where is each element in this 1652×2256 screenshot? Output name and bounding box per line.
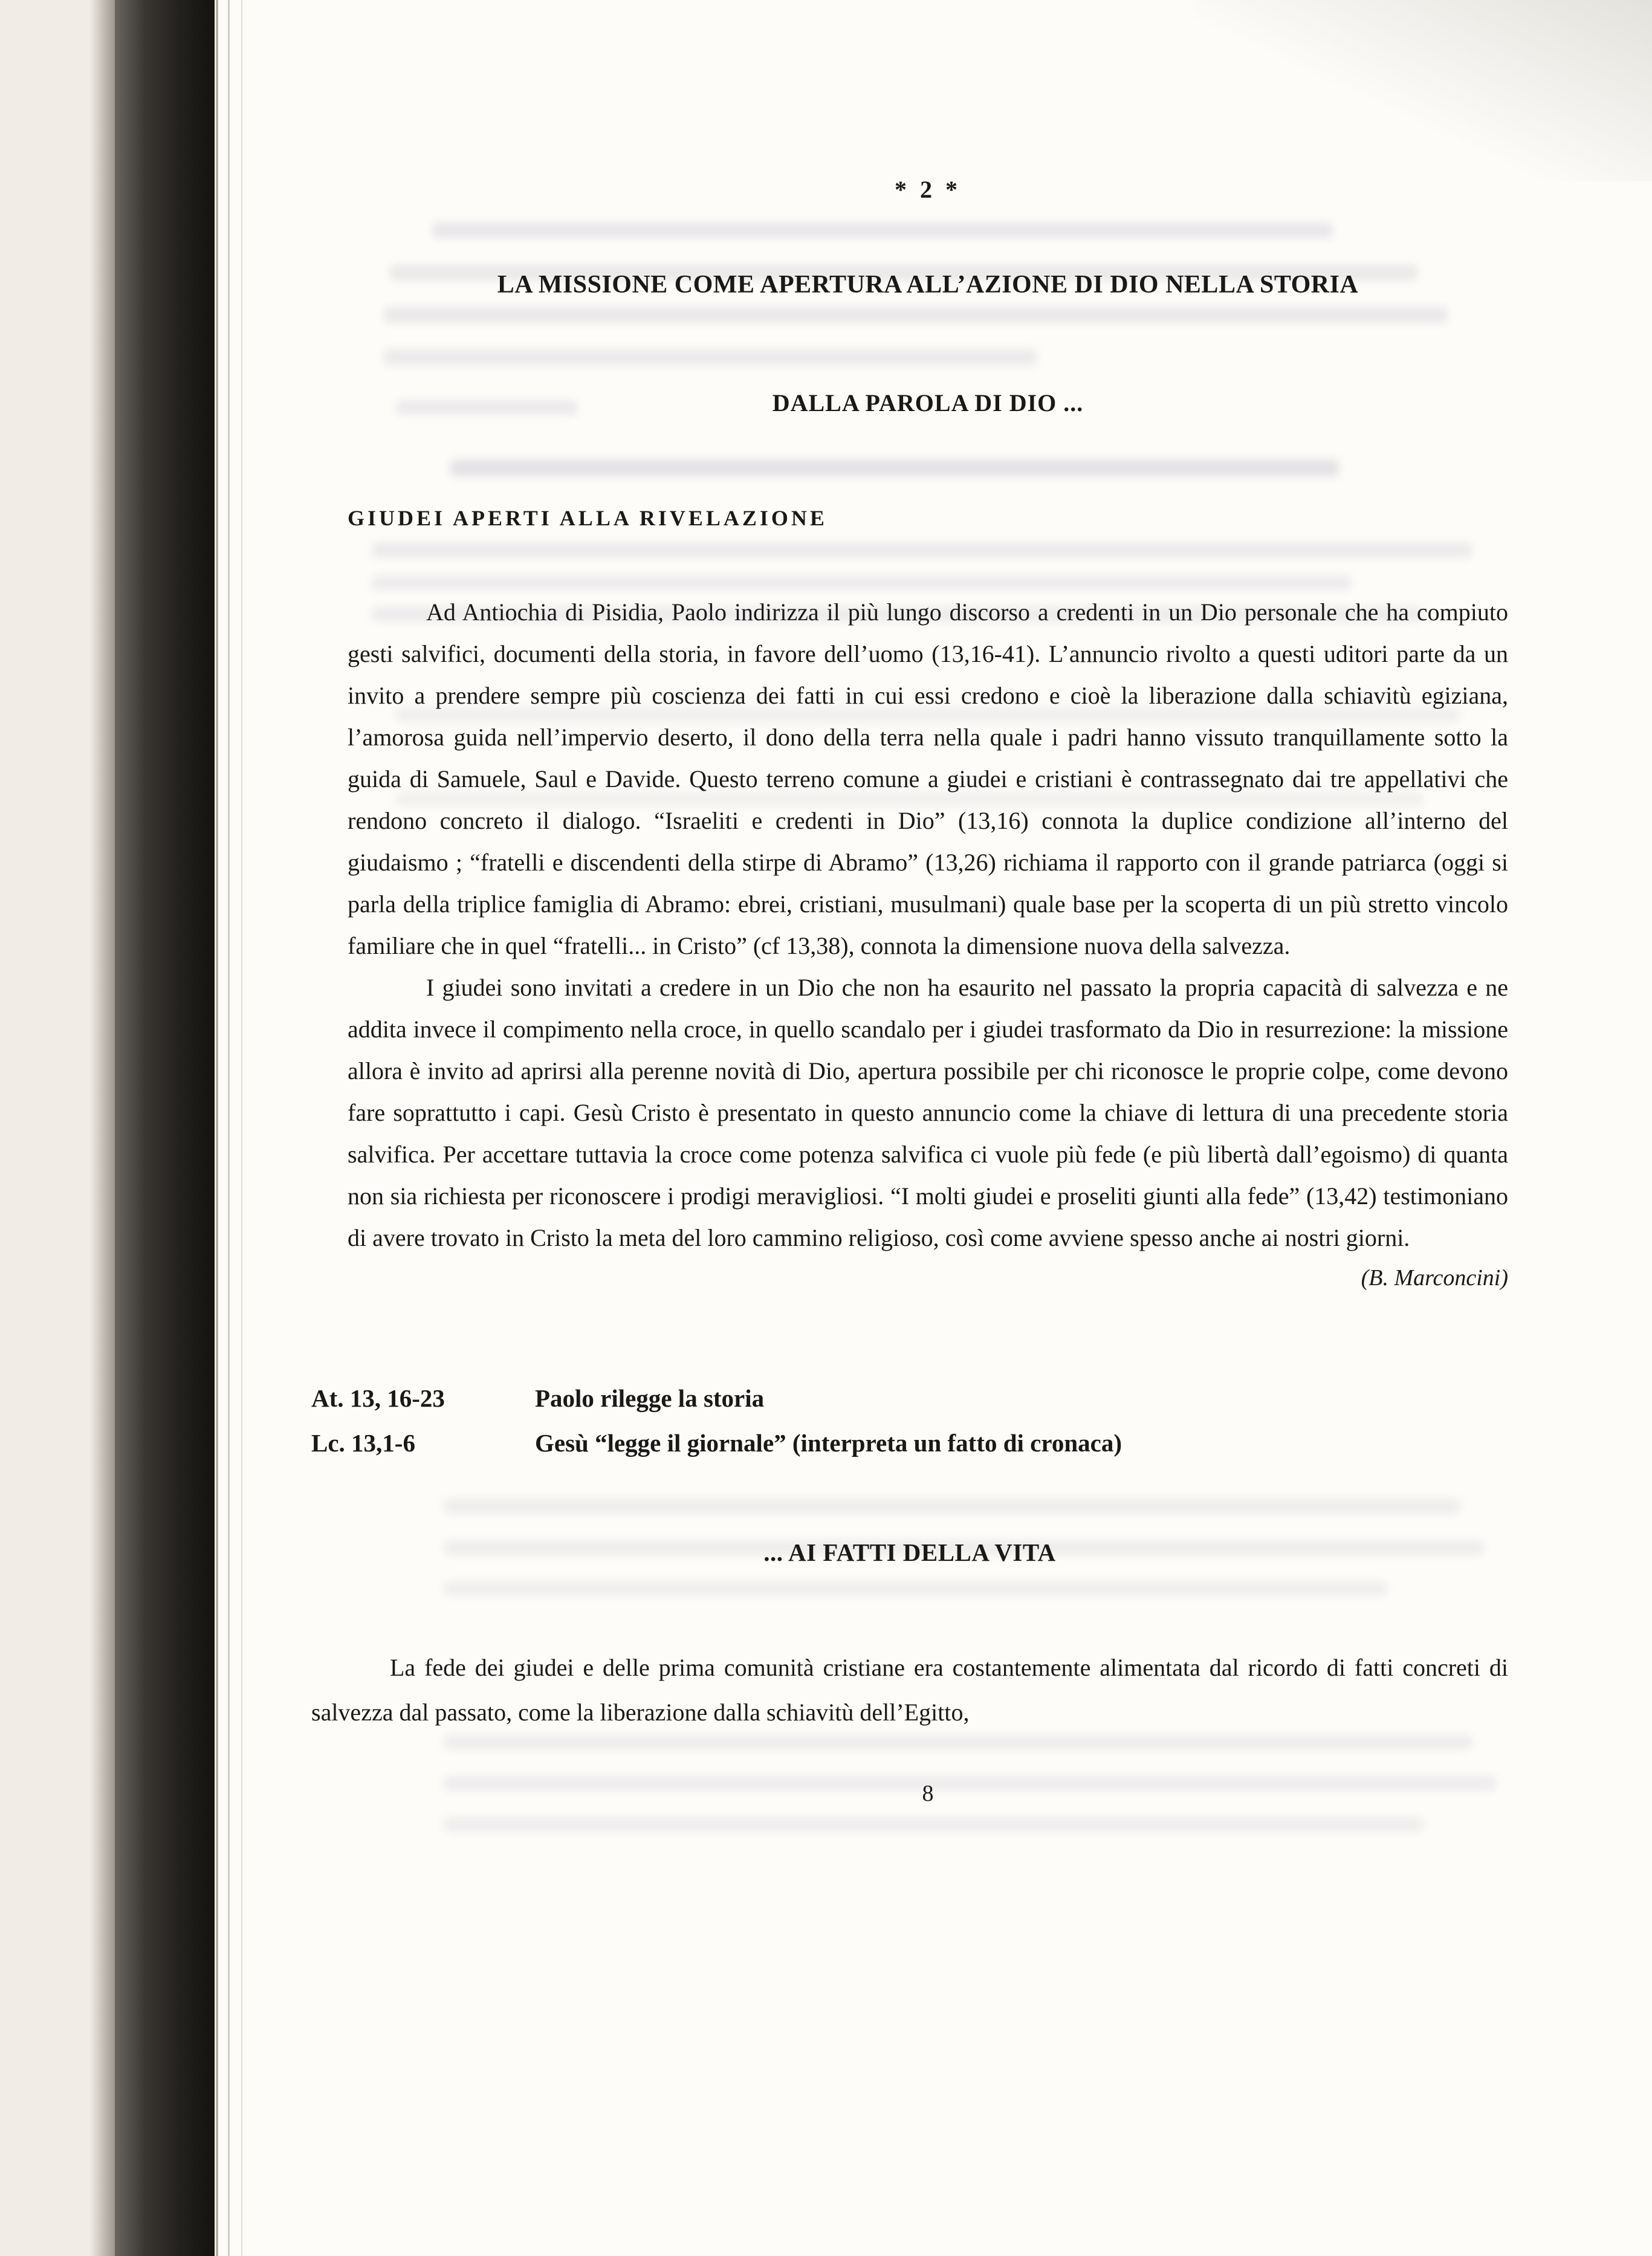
document-content [311,0,1508,1807]
body-paragraph: Ad Antiochia di Pisidia, Paolo indirizza il più lungo discorso a credenti in un Dio personale che ha compiuto gesti salvifici, documenti della storia, in favore dell’uomo (13,16-41). L’annuncio rivolto a questi uditori parte da un invito a prendere sempre più coscienza dei fatti in cui essi credono e cioè la liberazione dalla schiavitù egiziana, l’amorosa guida nell’impervio deserto, il dono della terra nella quale i padri hanno vissuto tranquillamente sotto la guida di Samuele, Saul e Davide. Questo terreno comune a giudei e cristiani è contrassegnato dai tre appellativi che rendono concreto il dialogo. “Israeliti e credenti in Dio” (13,16) connota la duplice condizione all’interno del giudaismo ; “fratelli e discendenti della stirpe di Abramo” (13,26) richiama il rapporto con il grande patriarca (oggi si parla della triplice famiglia di Abramo: ebrei, cristiani, musulmani) quale base per la scoperta di un più stretto vincolo familiare che in quel “fratelli... in Cristo” (cf 13,38), connota la dimensione nuova della salvezza. [348,598,1508,959]
closing-text [311,1645,1508,1735]
subsection-heading-jews-revelation: GIUDEI APERTI ALLA RIVELAZIONE [348,506,828,530]
author-attribution: (B. Marconcini) [1361,1265,1508,1291]
reference-citation: At. 13, 16-23 [311,1384,445,1412]
binding-shadow-band [115,0,215,2256]
scripture-reference-row [311,1421,1508,1465]
reference-description: Paolo rilegge la storia [535,1384,765,1412]
lower-section [311,1376,1508,1735]
document-title: LA MISSIONE COME APERTURA ALL’AZIONE DI DIO NELLA STORIA [497,271,1359,299]
scripture-reference-row [311,1376,1508,1421]
page-edge-line [216,0,218,2256]
closing-paragraph: La fede dei giudei e delle prima comunità cristiane era costantemente alimentata dal ricordo di fatti concreti di salvezza dal passato, come la liberazione dalla schiavitù dell’Egitto, [311,1654,1508,1726]
section-heading-facts-of-life: ... AI FATTI DELLA VITA [763,1538,1056,1566]
binding-shadow-soft [89,0,115,2256]
scripture-references [311,1376,1508,1465]
reference-description: Gesù “legge il giornale” (interpreta un fatto di cronaca) [535,1429,1122,1457]
page-number: 8 [922,1781,934,1806]
page-edge-line [228,0,230,2256]
body-text [348,591,1508,1259]
body-paragraph: I giudei sono invitati a credere in un Dio che non ha esaurito nel passato la propria capacità di salvezza e ne addita invece il compimento nella croce, in quello scandalo per i giudei trasformato da Dio in resurrezione: la missione allora è invito ad aprirsi alla perenne novità di Dio, apertura possibile per chi riconosce le proprie colpe, come devono fare soprattutto i capi. Gesù Cristo è presentato in questo annuncio come la chiave di lettura di una precedente storia salvifica. Per accettare tuttavia la croce come potenza salvifica ci vuole più fede (e più libertà dall’egoismo) di quanta non sia richiesta per riconoscere i prodigi meravigliosi. “I molti giudei e proseliti giunti alla fede” (13,42) testimoniano di avere trovato in Cristo la meta del loro cammino religioso, così come avviene spesso anche ai nostri giorni. [348,974,1508,1251]
chapter-marker: * 2 * [895,176,961,203]
section-heading-word-of-god: DALLA PAROLA DI DIO ... [772,389,1084,417]
page-edge-line [241,0,242,2256]
reference-citation: Lc. 13,1-6 [311,1429,415,1457]
bleedthrough-artifact [444,1817,1424,1832]
